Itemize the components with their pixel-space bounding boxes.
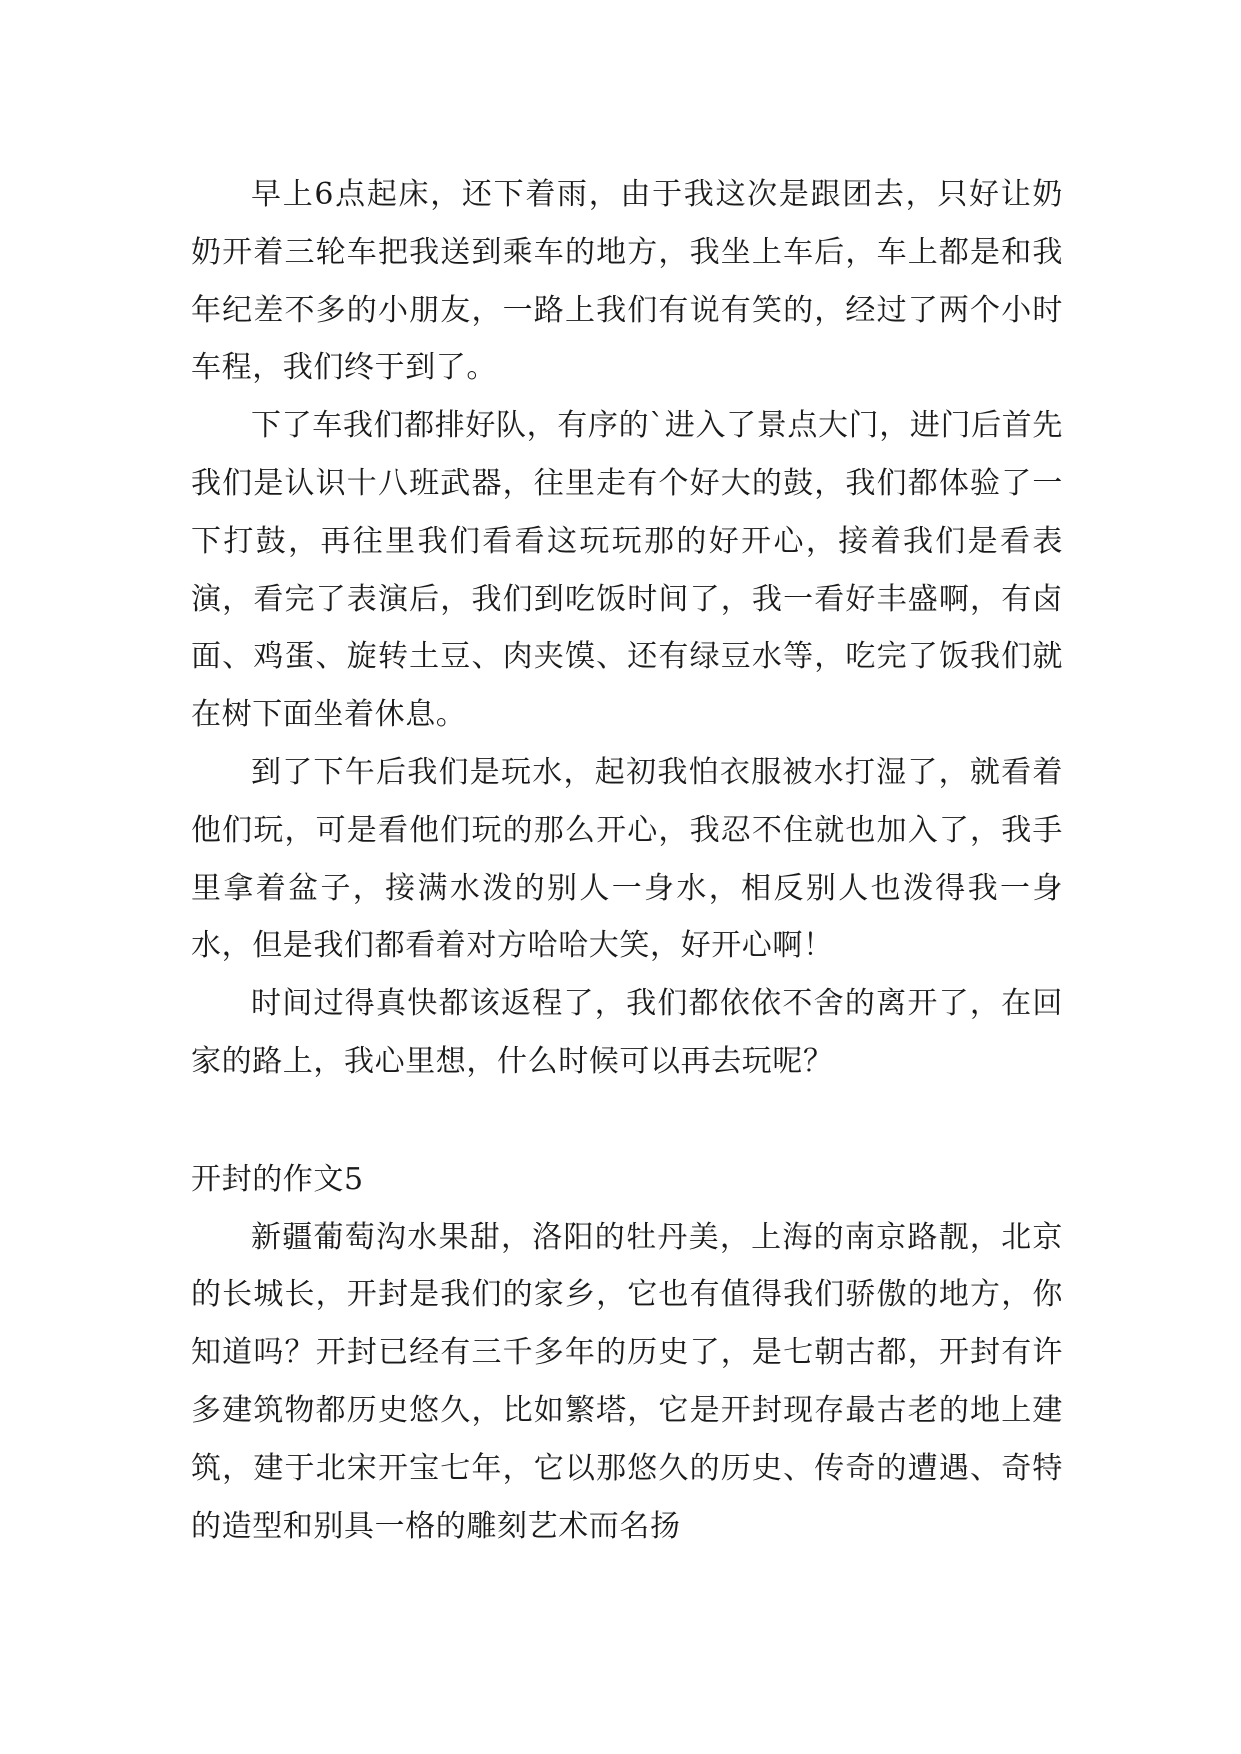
paragraph-3: 到了下午后我们是玩水，起初我怕衣服被水打湿了，就看着他们玩，可是看他们玩的那么开心，我忍不住就也加入了，我手里拿着盆子，接满水泼的别人一身水，相反别人也泼得我一身水，但是我们都看着对方哈哈大笑，好开心啊！ <box>191 754 1063 964</box>
paragraph-4: 时间过得真快都该返程了，我们都依依不舍的离开了，在回家的路上，我心里想，什么时候可以再去玩呢？ <box>191 986 1063 1079</box>
section-title: 开封的作文5 <box>191 1161 364 1197</box>
paragraph-1: 早上6点起床，还下着雨，由于我这次是跟团去，只好让奶奶开着三轮车把我送到乘车的地方，我坐上车后，车上都是和我年纪差不多的小朋友，一路上我们有说有笑的，经过了两个小时车程，我们终于到了。 <box>191 177 1063 386</box>
section-paragraph-1: 新疆葡萄沟水果甜，洛阳的牡丹美，上海的南京路靓，北京的长城长，开封是我们的家乡，它也有值得我们骄傲的地方，你知道吗？开封已经有三千多年的历史了，是七朝古都，开封有许多建筑物都历史悠久，比如繁塔，它是开封现存最古老的地上建筑，建于北宋开宝七年，它以那悠久的历史、传奇的遭遇、奇特的造型和别具一格的雕刻艺术而名扬 <box>191 1219 1063 1544</box>
document-body <box>191 166 1063 1555</box>
paragraph-2: 下了车我们都排好队，有序的`进入了景点大门，进门后首先我们是认识十八班武器，往里走有个好大的鼓，我们都体验了一下打鼓，再往里我们看看这玩玩那的好开心，接着我们是看表演，看完了表演后，我们到吃饭时间了，我一看好丰盛啊，有卤面、鸡蛋、旋转土豆、肉夹馍、还有绿豆水等，吃完了饭我们就在树下面坐着休息。 <box>191 408 1063 733</box>
